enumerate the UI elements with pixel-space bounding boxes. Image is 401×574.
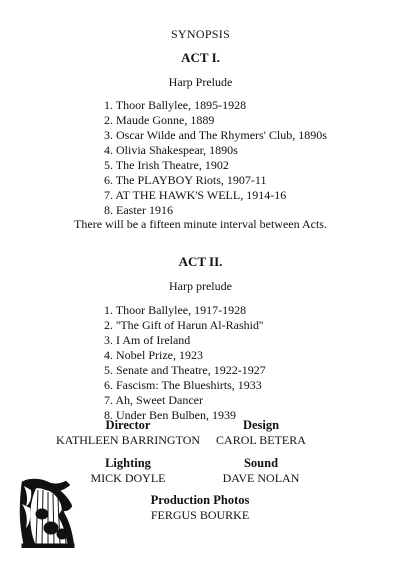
list-item: 5. The Irish Theatre, 1902	[104, 158, 229, 172]
act1-title: ACT I.	[181, 50, 220, 65]
act2-scene-list	[104, 303, 266, 423]
credit-role: Director	[105, 418, 151, 432]
credit-role: Sound	[243, 456, 279, 470]
list-item: 2. ''The Gift of Harun Al-Rashid''	[104, 318, 264, 332]
list-item: 1. Thoor Ballylee, 1917-1928	[104, 303, 247, 317]
list-item: 6. Fascism: The Blueshirts, 1933	[104, 378, 262, 392]
credit-name: KATHLEEN BARRINGTON	[55, 433, 201, 447]
list-item: 3. Oscar Wilde and The Rhymers' Club, 1890s	[104, 128, 327, 142]
credit-name: MICK DOYLE	[90, 471, 166, 485]
harp-icon	[18, 476, 75, 548]
list-item: 7. AT THE HAWK'S WELL, 1914-16	[104, 188, 287, 202]
list-item: 3. I Am of Ireland	[104, 333, 191, 347]
credit-photos	[120, 493, 280, 523]
list-item: 4. Olivia Shakespear, 1890s	[104, 143, 238, 157]
act2-title: ACT II.	[178, 254, 223, 269]
credit-sound	[181, 456, 341, 486]
synopsis-title: SYNOPSIS	[170, 27, 231, 41]
credit-role: Design	[242, 418, 280, 432]
list-item: 7. Ah, Sweet Dancer	[104, 393, 203, 407]
list-item: 5. Senate and Theatre, 1922-1927	[104, 363, 266, 377]
act2-prelude: Harp prelude	[169, 279, 232, 293]
act1-prelude: Harp Prelude	[168, 75, 233, 89]
interval-note: There will be a fifteen minute interval between Acts.	[74, 217, 327, 231]
list-item: 4. Nobel Prize, 1923	[104, 348, 203, 362]
list-item: 8. Easter 1916	[104, 203, 173, 217]
list-item: 8. Under Ben Bulben, 1939	[104, 408, 236, 422]
credit-design	[181, 418, 341, 448]
credit-name: DAVE NOLAN	[222, 471, 300, 485]
credit-role: Lighting	[105, 456, 151, 470]
credit-role: Production Photos	[150, 493, 250, 507]
list-item: 1. Thoor Ballylee, 1895-1928	[104, 98, 247, 112]
list-item: 2. Maude Gonne, 1889	[104, 113, 215, 127]
credit-name: CAROL BETERA	[216, 433, 306, 447]
list-item: 6. The PLAYBOY Riots, 1907-11	[104, 173, 267, 187]
act1-scene-list	[104, 98, 327, 218]
credit-name: FERGUS BOURKE	[150, 508, 250, 522]
